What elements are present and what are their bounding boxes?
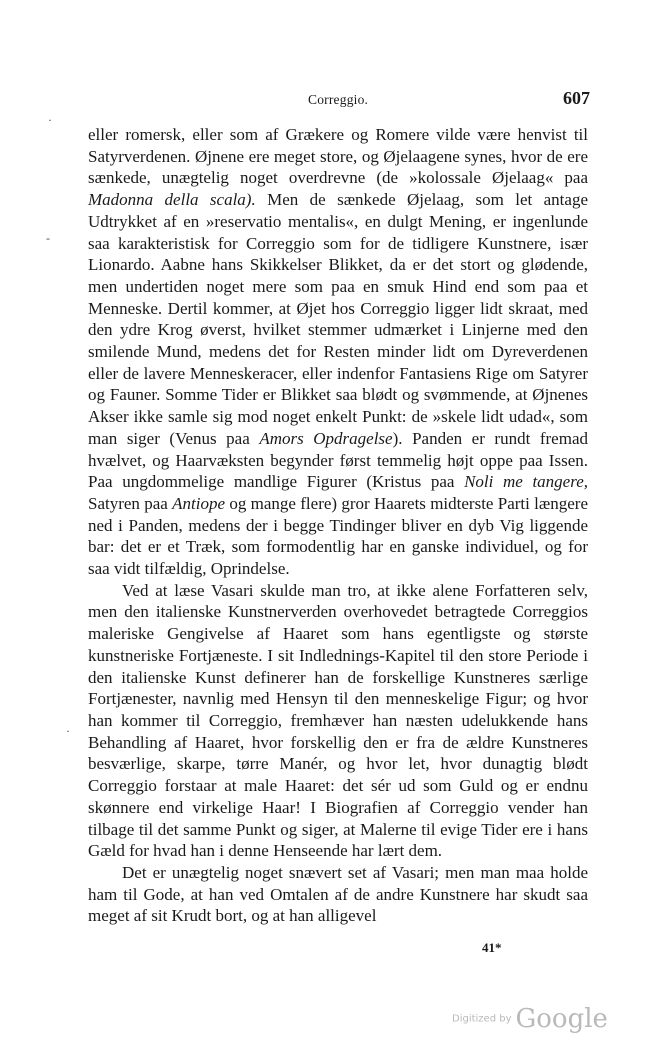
italic-title: Antiope: [172, 493, 226, 513]
italic-title: Amors Opdragelse: [259, 428, 393, 448]
text-run: eller romersk, eller som af Grækere og Romere vilde være henvist til Satyrverdenen. Øjnene ere meget store, og Øjelaagene synes, hvor de ere sænkede, unægtelig noget overdrevne (de »kolossale Øjelaag« paa: [88, 125, 588, 188]
page-header: [0, 88, 672, 112]
watermark-prefix: Digitized by: [452, 1013, 512, 1025]
margin-speck: ·: [48, 113, 52, 127]
text-run: Satyren paa: [88, 493, 173, 513]
page-number: 607: [563, 88, 590, 108]
body-text: [88, 124, 588, 927]
margin-speck: ·: [66, 724, 70, 738]
text-run: ). Panden er rundt fremad hvælvet, og Haarvæksten begynder først temmelig højt oppe paa Issen. Paa ungdommelige mandlige Figurer (Kristus paa: [88, 428, 589, 492]
paragraph-2: [88, 580, 588, 862]
text-run: Men de sænkede Øjelaag, som let antage Udtrykket af en »reservatio mentalis«, en dulgt Mening, er ingenlunde saa karakteristisk for Correggio som for de tidligere Kunstnere, især Lionardo. Aabne hans Skikkelser Blikket, da er det stort og glødende, men undertiden noget mere som paa en smuk Hind end som paa et Menneske. Dertil kommer, at Øjet hos Correggio ligger lidt skraat, med den ydre Krog øverst, hvilket stemmer udmærket i Linjerne med den smilende Mund, medens det for Resten minder lidt om Dyreverdenen eller de lavere Menneskeracer, eller indenfor Fantasiens Rige om Satyrer og Fauner. Somme Tider er Blikket saa blødt og svømmende, at Øjnenes Akser ikke samle sig mod noget enkelt Punkt: de »skele lidt udad«, som man siger (Venus paa: [88, 190, 588, 448]
margin-dash: -: [46, 231, 50, 245]
paragraph-1: [88, 124, 588, 580]
google-logo: Google: [515, 1004, 608, 1034]
text-run: og mange flere) gror Haarets midterste Parti længere ned i Panden, medens der i begge Tindinger bliver en dyb Vig liggende bar: det er et Træk, som formodentlig har en ganske individuel, og for saa vidt tilfældig, Oprindelse.: [88, 493, 588, 579]
italic-title: Madonna della scala).: [88, 190, 256, 210]
paragraph-3: [88, 862, 588, 927]
italic-title: Noli me tangere,: [464, 472, 589, 492]
text-run: Det er unægtelig noget snævert set af Vasari; men man maa holde ham til Gode, at han ved Omtalen af de andre Kunstnere har skudt saa meget af sit Krudt bort, og at han alligevel: [88, 862, 588, 926]
running-title: Correggio.: [308, 92, 369, 107]
signature-mark: 41*: [482, 940, 502, 955]
digitized-watermark: [452, 1004, 608, 1034]
text-run: Ved at læse Vasari skulde man tro, at ikke alene Forfatteren selv, men den italienske Kunstnerverden overhovedet betragtede Correggios maleriske Gengivelse af Haaret som hans egentligste og største kunstneriske Fortjæneste. I sit Indlednings-Kapitel til den store Periode i den italienske Kunst definerer han de forskellige Kunstneres særlige Fortjænester, navnlig med Hensyn til den menneskelige Figur; og hvor han kommer til Correggio, fremhæver han næsten udelukkende hans Behandling af Haaret, hvor forskellig den er fra de ældre Kunstneres besværlige, skarpe, tørre Manér, og hvor let, hvor dunagtig blødt Correggio forstaar at male Haaret: det sér ud som Guld og er endnu skønnere end virkelige Haar! I Biografien af Correggio vender han tilbage til det samme Punkt og siger, at Malerne til evige Tider ere i hans Gæld for hvad han i denne Henseende har lært dem.: [88, 580, 588, 861]
